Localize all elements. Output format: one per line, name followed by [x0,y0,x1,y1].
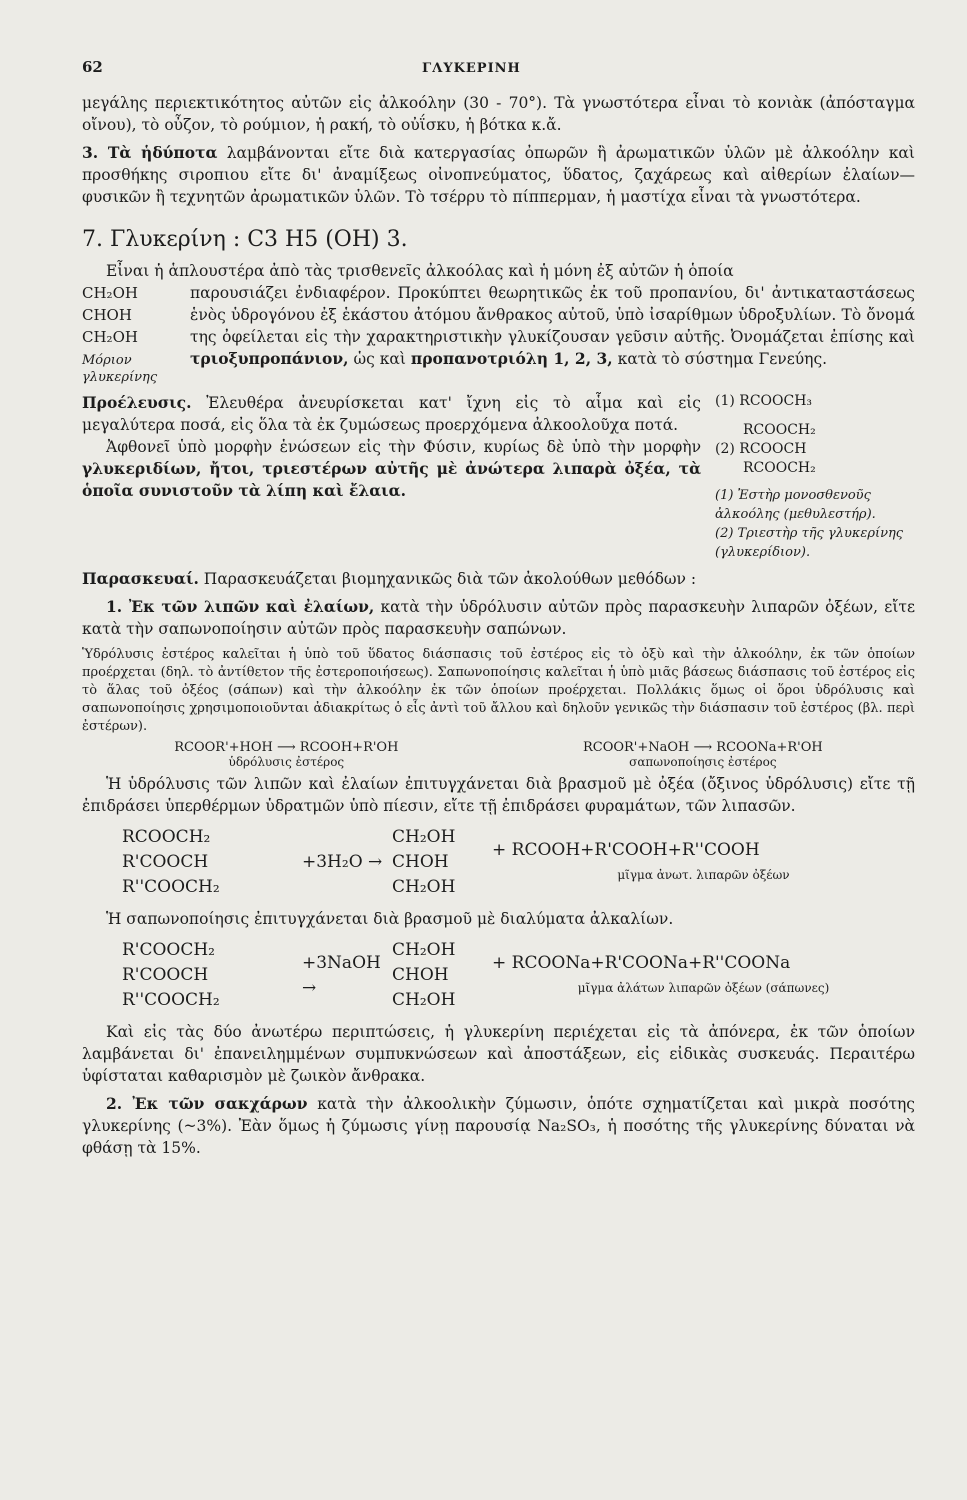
eq2-reagent: +3NaOH → [302,952,381,998]
eq2-mid-2: CHOH [392,965,449,985]
hydrolysis-paragraph: Ἡ ὑδρόλυσις τῶν λιπῶν καὶ ἐλαίων ἐπιτυγχάνεται διὰ βρασμοῦ μὲ ὀξέα (ὄξινος ὑδρόλυσις) εἴτε τῇ ἐπιδράσει ὑπερθέρμων ὑδρατμῶν ὑπὸ πίεσιν, εἴτε τῇ ἐπιδράσει φυραμάτων, τῶν λιπασῶν. [82,775,915,815]
hydrolysis-equation: RCOOR'+HOH ⟶ RCOOH+R'OH [174,740,399,755]
eq1-left-1: RCOOCH₂ [122,827,211,847]
molecule-line-1: CH₂OH [82,284,138,302]
eq2-note: μῖγμα ἀλάτων λιπαρῶν ὀξέων (σάπωνες) [577,980,830,995]
ester-note-1: (1) Ἐστὴρ μονοσθενοῦς ἀλκοόλης (μεθυλεστήρ). [715,488,876,522]
origin-bold: γλυκεριδίων, ἤτοι, τριεστέρων αὐτῆς μὲ ἀνώτερα λιπαρὰ ὀξέα, τὰ ὁποῖα συνιστοῦν τὰ λίπη καὶ ἔλαια. [82,459,701,500]
hydrolysis-caption: ὑδρόλυσις ἐστέρος [228,755,345,769]
molecule-line-3: CH₂OH [82,328,138,346]
origin-text-2: Ἀφθονεῖ ὑπὸ μορφὴν ἑνώσεων εἰς τὴν Φύσιν, κυρίως δὲ ὑπὸ τὴν μορφὴν [106,438,701,456]
method-2-label: 2. Ἐκ τῶν σακχάρων [106,1094,308,1113]
eq1-reagent: +3H₂O → [302,852,383,872]
liqueurs-text: λαμβάνονται εἴτε διὰ κατεργασίας ὀπωρῶν ἢ ἀρωματικῶν ὑλῶν μὲ ἀλκοόλην καὶ προσθήκης σιροπιου εἴτε δι' ἀναμίξεως οἰνοπνεύματος, ὕδατος, ζαχάρεως καὶ αἰθερίων ἐλαίων—φυσικῶν ἢ τεχνητῶν ἀρωματικῶν ὑλῶν. Τὸ τσέρρυ τὸ πίππερμαν, ἡ μαστίχα εἶναι τὰ γνωστότερα. [82,144,915,206]
preparations-paragraph [82,568,915,590]
eq2-left-2: R'COOCH [122,965,209,985]
eq1-right: + RCOOH+R'COOH+R''COOH [492,839,760,860]
method-1-label: 1. Ἐκ τῶν λιπῶν καὶ ἐλαίων, [106,597,375,616]
reaction-examples [82,740,915,769]
saponification-caption: σαπωνοποίησις ἐστέρος [629,755,777,769]
eq2-left-1: R'COOCH₂ [122,940,216,960]
ester-formula-2a: RCOOCH₂ [743,422,816,438]
origin-block [82,392,915,562]
molecule-line-2: CHOH [82,306,132,324]
molecule-caption: Μόριον γλυκερίνης [82,353,158,385]
eq1-glycerin [392,825,492,900]
glycerin-molecule [82,282,182,386]
hydrolysis-definition: Ὑδρόλυσις ἐστέρος καλεῖται ἡ ὑπὸ τοῦ ὕδατος διάσπασις τοῦ ἐστέρος εἰς τὸ ὀξὺ καὶ τὴν ἀλκοόλην, ἐκ τῶν ὁποίων προέρχεται (δηλ. τὸ ἀντίθετον τῆς ἐστεροποιήσεως). Σαπωνοποίησις καλεῖται ἡ ὑπὸ μιᾶς βάσεως διάσπασις τοῦ ἐστέρος εἰς τὸ ἅλας τοῦ ὀξέος (σάπων) καὶ τὴν ἀλκοόλην ἐκ τῶν ὁποίων προέρχεται. Πολλάκις ὅμως οἱ ὅροι ὑδρόλυσις καὶ σαπωνοποίησις χρησιμοποιοῦνται ἀδιακρίτως ὁ εἷς ἀντὶ τοῦ ἄλλου καὶ δηλοῦν γενικῶς τὴν διάσπασιν τοῦ ἐστέρος (βλ. περὶ ἐστέρων). [82,647,915,734]
eq1-left-2: R'COOCH [122,852,209,872]
method-2-text: κατὰ τὴν ἀλκοολικὴν ζύμωσιν, ὁπότε σχηματίζεται καὶ μικρὰ ποσότης γλυκερίνης (~3%). Ἐὰν ὅμως ἡ ζύμωσις γίνῃ παρουσίᾳ Na₂SO₃, ἡ ποσότης τῆς γλυκερίνης δύναται νὰ φθάσῃ τὰ 15%. [82,1095,915,1157]
preparations-label: Παρασκευαί. [82,569,199,588]
eq1-note: μῖγμα ἀνωτ. λιπαρῶν ὀξέων [617,867,790,882]
equation-hydrolysis [122,825,915,900]
eq2-glycerin [392,938,492,1013]
ester-note-2: (2) Τριεστὴρ τῆς γλυκερίνης (γλυκερίδιον). [715,526,904,560]
glycerin-body: παρουσιάζει ἐνδιαφέρον. Προκύπτει θεωρητικῶς ἐκ τοῦ προπανίου, δι' ἀντικαταστάσεως ἑνὸς ὑδρογόνου ἐξ ἑκάστου ἀτόμου ἄνθρακος αὐτοῦ, ὑπὸ ἰσαρίθμων ὑδροξυλίων. Τὸ ὄνομά της ὀφείλεται εἰς τὴν χαρακτηριστικὴν γλυκίζουσαν γεῦσιν αὐτῆς. Ὀνομάζεται ἐπίσης καὶ [190,284,915,346]
eq2-right: + RCOONa+R'COONa+R''COONa [492,952,791,973]
hydrolysis-note [82,646,915,736]
intro-paragraph: μεγάλης περιεκτικότητος αὐτῶν εἰς ἀλκοόλην (30 - 70°). Τὰ γνωστότερα εἶναι τὸ κονιὰκ (ἀπόσταγμα οἴνου), τὸ οὖζον, τὸ ρούμιον, ἡ ρακή, τὸ οὐΐσκυ, ἡ βότκα κ.ἄ. [82,94,915,134]
eq2-left [122,938,302,1013]
name-propanetriol: προπανοτριόλη 1, 2, 3, [410,349,613,368]
origin-paragraph-1 [82,392,701,436]
eq1-mid-2: CHOH [392,852,449,872]
glycerin-joiner: ὡς καὶ [353,350,406,368]
equation-saponification [122,938,915,1013]
section-heading-glycerin: 7. Γλυκερίνη : C3 H5 (OH) 3. [82,227,408,252]
ester-formula-2b: (2) RCOOCH [715,441,807,457]
glycerin-end: κατὰ τὸ σύστημα Γενεύης. [617,350,828,368]
glycerin-intro-block [82,282,915,386]
saponification-paragraph: Ἡ σαπωνοποίησις ἐπιτυγχάνεται διὰ βρασμοῦ μὲ διαλύματα ἀλκαλίων. [106,910,674,928]
name-trioxypropanion: τριοξυπροπάνιον, [190,349,349,368]
running-title: ΓΛΥΚΕΡΙΝΗ [422,61,521,76]
page-number: 62 [82,58,103,76]
eq1-left [122,825,302,900]
origin-text-1: Ἐλευθέρα ἀνευρίσκεται κατ' ἴχνη εἰς τὸ αἷμα καὶ εἰς μεγαλύτερα ποσά, εἰς ὅλα τὰ ἐκ ζυμώσεως προερχόμενα ἀλκοολοῦχα ποτά. [82,394,701,434]
eq1-mid-1: CH₂OH [392,827,456,847]
method-1-text: κατὰ τὴν ὑδρόλυσιν αὐτῶν πρὸς παρασκευὴν λιπαρῶν ὀξέων, εἴτε κατὰ τὴν σαπωνοποίησιν αὐτῶν πρὸς παρασκευὴν σαπώνων. [82,598,915,638]
method-2-paragraph [82,1093,915,1159]
eq1-left-3: R''COOCH₂ [122,877,220,897]
origin-paragraph-2 [82,436,701,502]
eq2-products [492,951,915,1001]
ester-formula-2c: RCOOCH₂ [743,460,816,476]
ester-formulas [715,392,915,562]
eq2-left-3: R''COOCH₂ [122,990,220,1010]
liqueurs-label: 3. Τὰ ἡδύποτα [82,143,218,162]
hydrolysis-reaction [174,740,398,769]
origin-text-column [82,392,701,562]
origin-label: Προέλευσις. [82,393,192,412]
glycerin-description [190,282,915,386]
eq2-mid-3: CH₂OH [392,990,456,1010]
saponification-reaction [583,740,823,769]
ester-formula-1: (1) RCOOCH₃ [715,393,813,409]
paragraph-liqueurs [82,142,915,208]
saponification-equation: RCOOR'+NaOH ⟶ RCOONa+R'OH [582,740,823,755]
glycerin-first-line: Εἶναι ἡ ἁπλουστέρα ἀπὸ τὰς τρισθενεῖς ἀλκοόλας καὶ ἡ μόνη ἐξ αὐτῶν ἡ ὁποία [106,262,734,280]
preparations-text: Παρασκευάζεται βιομηχανικῶς διὰ τῶν ἀκολούθων μεθόδων : [203,570,697,588]
page-header [82,58,915,92]
eq2-mid-1: CH₂OH [392,940,456,960]
eq1-products [492,838,915,888]
method-1-paragraph [82,596,915,640]
both-cases-paragraph: Καὶ εἰς τὰς δύο ἀνωτέρω περιπτώσεις, ἡ γλυκερίνη περιέχεται εἰς τὰ ἀπόνερα, ἐκ τῶν ὁποίων λαμβάνεται δι' ἐπανειλημμένων συμπυκνώσεων καὶ ἀποστάξεων, εἰς εἰδικὰς συσκευάς. Περαιτέρω ὑφίσταται καθαρισμὸν μὲ ζωικὸν ἄνθρακα. [82,1023,915,1085]
eq1-mid-3: CH₂OH [392,877,456,897]
